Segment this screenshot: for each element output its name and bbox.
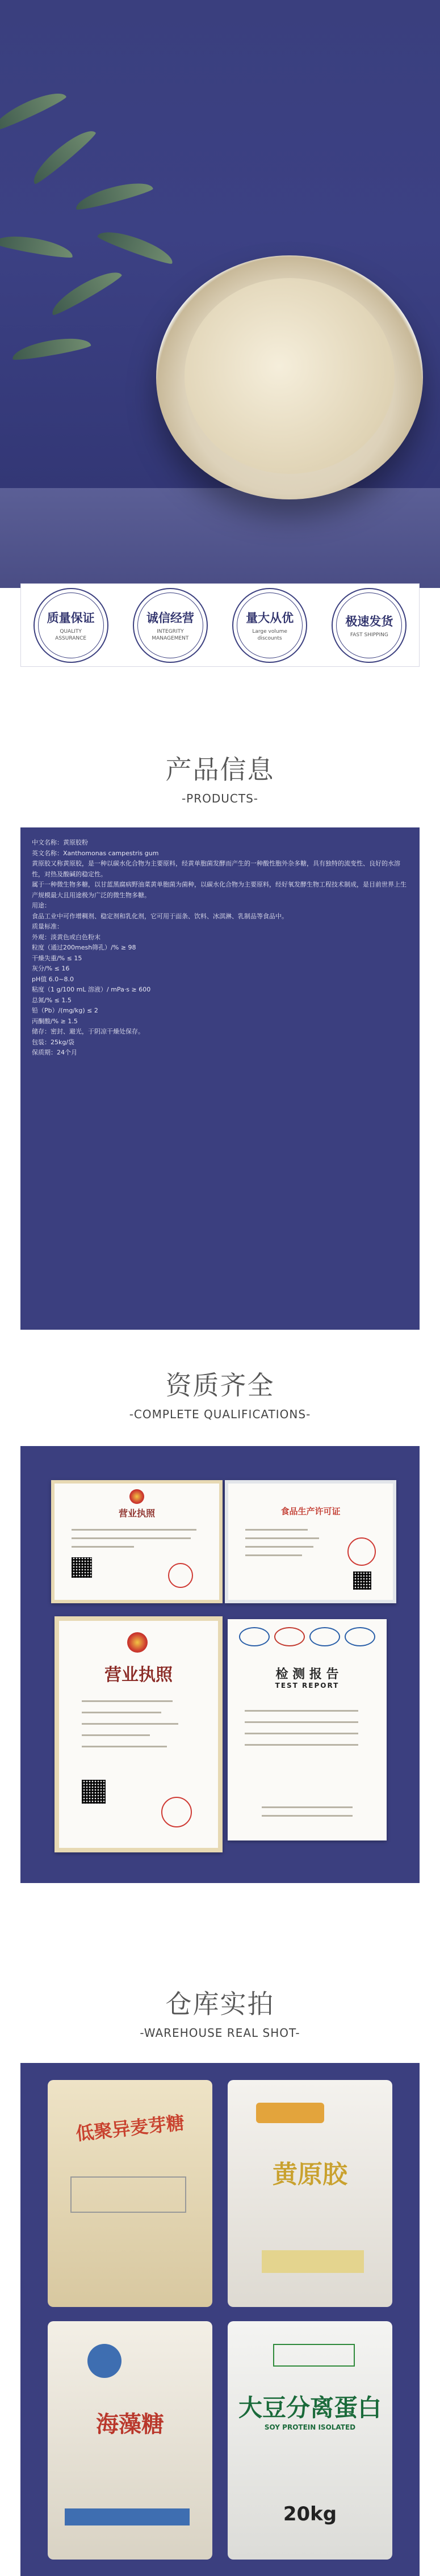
info-line: 外观：淡黄色或白色粉末 (32, 933, 100, 941)
info-line: 食品工业中可作增稠剂、稳定剂和乳化剂，它可用于面条、饮料、冰淇淋、乳制品等食品中。 (32, 912, 288, 920)
red-stamp-icon (161, 1797, 192, 1827)
badge-title: 诚信经营 (146, 611, 194, 625)
plant-leaf (0, 232, 74, 260)
report-subtitle: TEST REPORT (275, 1682, 340, 1690)
info-line: 丙酮酸/% ≥ 1.5 (32, 1017, 78, 1025)
info-line: 粒度（通过200mesh筛孔）/% ≥ 98 (32, 944, 136, 951)
logo-icon (274, 1627, 305, 1646)
bag-sub-label: SOY PROTEIN ISOLATED (264, 2423, 356, 2431)
badge-circle (133, 588, 208, 663)
text-line (245, 1710, 358, 1712)
badge-subtitle: Large volume discounts (252, 628, 287, 641)
certificate-title: 食品生产许可证 (280, 1506, 341, 1516)
text-line (245, 1546, 313, 1548)
bag-weight: 20kg (283, 2503, 337, 2525)
plant-leaf (73, 177, 154, 212)
info-line: 灰分/% ≤ 16 (32, 965, 70, 972)
info-line: 中文名称：黄原胶粉 (32, 839, 88, 846)
hero-floor (0, 488, 440, 588)
text-line (245, 1721, 358, 1723)
plant-leaf (11, 334, 91, 362)
red-stamp-icon (168, 1563, 193, 1588)
text-line (245, 1529, 308, 1531)
logo-icon (239, 1627, 270, 1646)
badge-quality (31, 588, 111, 663)
badge-circle (332, 588, 407, 663)
service-badges (20, 583, 420, 667)
section-title-qualifications: 资质齐全 (165, 1370, 275, 1401)
logo-icon (309, 1627, 340, 1646)
warehouse-photo-bag-4 (228, 2321, 392, 2560)
brand-logo-icon (256, 2103, 324, 2123)
bag-print (70, 2176, 186, 2213)
qr-code-icon (353, 1571, 371, 1590)
text-line (262, 1806, 353, 1808)
warehouse-photo-bag-1 (48, 2080, 212, 2307)
text-line (82, 1734, 150, 1736)
text-line (82, 1700, 173, 1702)
business-license-certificate (51, 1480, 223, 1603)
text-line (82, 1723, 178, 1725)
text-line (140, 1537, 191, 1539)
plant-leaf (0, 86, 68, 133)
brand-logo-icon (273, 2344, 355, 2367)
info-line: 干燥失重/% ≤ 15 (32, 954, 82, 962)
bag-label: 大豆分离蛋白 (238, 2394, 382, 2422)
badge-circle (33, 588, 108, 663)
qr-code-icon (82, 1780, 106, 1804)
bag-print (65, 2508, 190, 2525)
badge-title: 质量保证 (47, 611, 95, 625)
qr-code-icon (72, 1557, 92, 1578)
badge-subtitle: FAST SHIPPING (350, 632, 388, 638)
badge-shipping (329, 588, 409, 663)
badge-discount (230, 588, 309, 663)
text-line (72, 1529, 140, 1531)
national-emblem-icon (127, 1632, 148, 1653)
bag-label: 黄原胶 (273, 2160, 347, 2189)
certificate-title: 营业执照 (118, 1508, 155, 1519)
badge-subtitle: INTEGRITY MANAGEMENT (152, 628, 189, 641)
hero-banner (0, 0, 440, 588)
powder-bowl-image (156, 255, 423, 499)
text-line (72, 1537, 151, 1539)
section-title-products: 产品信息 (165, 754, 275, 785)
business-license-portrait (55, 1616, 223, 1852)
national-emblem-icon (129, 1489, 144, 1504)
warehouse-photo-bag-2 (228, 2080, 392, 2307)
test-report-document (228, 1619, 387, 1840)
section-title-warehouse: 仓库实拍 (165, 1989, 275, 2019)
bag-label: 海藻糖 (96, 2411, 164, 2438)
product-info-text (32, 838, 408, 1318)
text-line (245, 1733, 358, 1734)
text-line (82, 1746, 167, 1747)
info-line: 总氮/% ≤ 1.5 (32, 996, 72, 1004)
accreditation-logos (239, 1627, 375, 1648)
text-line (245, 1554, 302, 1556)
section-subtitle-products: -PRODUCTS- (181, 792, 259, 805)
badge-title: 量大从优 (246, 611, 294, 625)
info-line: 储存：密封、避光，于阴凉干燥处保存。 (32, 1028, 144, 1035)
info-line: 包装：25kg/袋 (32, 1038, 75, 1046)
text-line (262, 1815, 353, 1817)
info-line: pH值 6.0~8.0 (32, 975, 74, 983)
info-line: 质量标准： (32, 923, 63, 930)
logo-icon (345, 1627, 375, 1646)
info-line: 粘度（1 g/100 mL 溶液）/ mPa·s ≥ 600 (32, 986, 151, 993)
badge-title: 极速发货 (345, 614, 393, 628)
food-production-license (225, 1480, 396, 1603)
info-line: 铅（Pb）/(mg/kg) ≤ 2 (32, 1007, 98, 1014)
text-line (140, 1529, 196, 1531)
badge-integrity (131, 588, 210, 663)
product-info-panel (20, 827, 420, 1330)
section-subtitle-qualifications: -COMPLETE QUALIFICATIONS- (129, 1407, 311, 1421)
powder (185, 278, 395, 474)
text-line (245, 1537, 319, 1539)
text-line (72, 1546, 134, 1548)
bag-label: 低聚异麦芽糖 (74, 2112, 186, 2145)
info-line: 保质期：24个月 (32, 1049, 77, 1056)
warehouse-panel (20, 2063, 420, 2576)
text-line (82, 1712, 161, 1713)
info-line: 黄原胶又称黄原胶，是一种以碳水化合物为主要原料，经黄单胞菌发酵而产生的一种酸性胞外杂多糖，具有独特的流变性、良好的水溶性，对热及酸碱的稳定性。 (32, 860, 400, 878)
report-title: 检 测 报 告 (275, 1667, 339, 1682)
section-subtitle-warehouse: -WAREHOUSE REAL SHOT- (140, 2026, 300, 2040)
plant-leaf (27, 124, 98, 186)
qualifications-panel (20, 1446, 420, 1883)
badge-circle (232, 588, 307, 663)
badge-subtitle: QUALITY ASSURANCE (55, 628, 87, 641)
brand-logo-icon (87, 2344, 121, 2378)
red-stamp-icon (347, 1537, 376, 1566)
bag-print (262, 2250, 364, 2273)
text-line (245, 1744, 358, 1746)
info-line: 属于一种微生物多糖，以甘蓝黑腐病野油菜黄单胞菌为菌种，以碳水化合物为主要原料，经好氧发酵生物工程技术制成，是目前世界上生产规模最大且用途极为广泛的微生物多糖。 (32, 881, 407, 899)
certificate-title: 营业执照 (104, 1665, 173, 1685)
warehouse-photo-bag-3 (48, 2321, 212, 2560)
info-line: 英文名称：Xanthomonas campestris gum (32, 849, 159, 857)
plant-leaf (47, 265, 123, 318)
info-line: 用途： (32, 902, 51, 909)
